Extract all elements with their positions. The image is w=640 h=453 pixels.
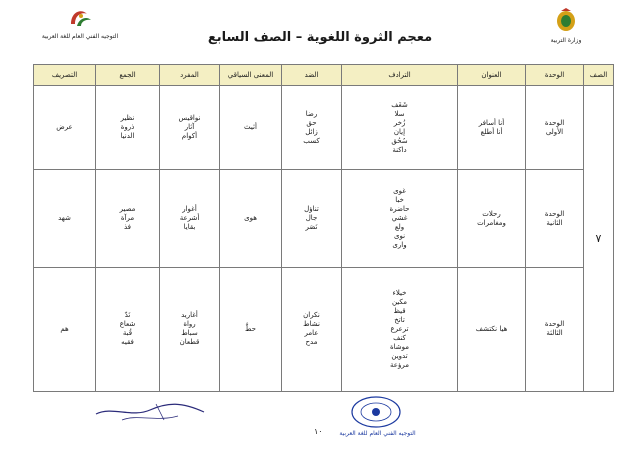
plural-word: نَدّ: [124, 311, 131, 320]
column-header-conjugation: التصريف: [34, 65, 96, 86]
column-header-antonyms: الضد: [282, 65, 342, 86]
synonym-word: زُخر: [393, 118, 406, 127]
antonym-word: تناؤل: [304, 205, 319, 214]
plural-word: مرآة: [120, 214, 135, 223]
singular-word: أغاريد: [181, 311, 198, 320]
synonym-word: خيلاء: [392, 288, 407, 297]
synonym-word: سلا: [394, 109, 405, 118]
plural-cell: [96, 267, 160, 391]
synonym-word: تاتخ: [394, 315, 405, 324]
plural-word: فذ: [123, 223, 132, 232]
plural-word: نظير: [120, 114, 135, 123]
title-cell: [458, 267, 526, 391]
column-header-grade: الصف: [584, 65, 614, 86]
synonyms-cell: [342, 86, 458, 170]
singular-word: رواة: [183, 320, 196, 329]
column-header-unit: الوحدة: [526, 65, 584, 86]
context-word: حطَّ: [245, 324, 256, 333]
title-text: رحلات: [482, 209, 501, 218]
vocabulary-table: [33, 64, 614, 392]
synonym-word: كنف: [393, 333, 406, 342]
signature-image: [92, 392, 212, 432]
title-cell: [458, 170, 526, 268]
unit-text: الأولى: [545, 127, 564, 136]
singular-word: قطعان: [179, 338, 200, 347]
conjugation-word: هم: [60, 324, 69, 333]
conjugation-cell: [34, 86, 96, 170]
synonyms-cell: [342, 267, 458, 391]
synonym-word: موشاة: [389, 342, 410, 351]
singular-word: آثار: [184, 123, 195, 132]
synonym-word: ترعرع: [390, 324, 409, 333]
antonym-word: حق: [306, 118, 317, 127]
antonym-word: جال: [305, 214, 318, 223]
synonym-word: قيظ: [393, 306, 406, 315]
synonym-word: مرؤعة: [390, 360, 409, 369]
synonym-word: غوى: [393, 187, 406, 196]
antonyms-cell: [282, 267, 342, 391]
unit-cell: [526, 86, 584, 170]
antonym-word: كسب: [303, 136, 320, 145]
synonym-word: تدوين: [391, 351, 408, 360]
title-cell: [458, 86, 526, 170]
antonym-word: نكران: [303, 311, 320, 320]
singular-cell: [160, 86, 220, 170]
singular-word: سباط: [181, 329, 198, 338]
column-header-context-meaning: المعنى السياقي: [220, 65, 282, 86]
title-text: ومغامرات: [477, 218, 506, 227]
unit-text: الوحدة: [544, 320, 565, 329]
grade-cell: [584, 86, 614, 392]
context-word: هوى: [244, 214, 257, 223]
stamp-caption: التوجيه الفني العام للغة العربية: [339, 430, 416, 437]
antonym-word: زائل: [305, 127, 318, 136]
conjugation-cell: [34, 267, 96, 391]
conjugation-word: شهد: [58, 214, 71, 223]
page-title: معجم الثروة اللغوية – الصف السابع: [207, 30, 433, 45]
column-header-title: العنوان: [458, 65, 526, 86]
synonym-word: إيان: [393, 127, 406, 136]
plural-cell: [96, 170, 160, 268]
context-meaning-cell: [220, 86, 282, 170]
antonym-word: عامر: [304, 329, 319, 338]
column-header-synonyms: الترادف: [342, 65, 458, 86]
unit-text: الثانية: [546, 218, 563, 227]
antonym-word: نَصَر: [305, 223, 318, 232]
synonym-word: وارى: [392, 241, 407, 250]
page-number: ١٠: [314, 427, 323, 436]
antonyms-cell: [282, 170, 342, 268]
plural-word: شعاع: [119, 320, 136, 329]
unit-cell: [526, 170, 584, 268]
synonym-word: نوى: [393, 232, 406, 241]
plural-word: الدنيا: [120, 132, 135, 141]
plural-cell: [96, 86, 160, 170]
table-header-row: [34, 65, 614, 86]
synonym-word: خبا: [395, 196, 404, 205]
antonyms-cell: [282, 86, 342, 170]
synonym-word: شَغَف: [391, 100, 408, 109]
singular-word: أغوار: [182, 205, 197, 214]
context-meaning-cell: [220, 170, 282, 268]
center-label: التوجيه الفني العام للغة العربية: [41, 33, 119, 40]
conjugation-word: عرض: [56, 123, 73, 132]
singular-word: بقايا: [183, 223, 196, 232]
plural-word: ذروة: [120, 123, 135, 132]
antonym-word: نشاط: [303, 320, 320, 329]
unit-text: الوحدة: [544, 118, 565, 127]
singular-word: أكوام: [181, 132, 198, 141]
synonym-word: حاضرة: [389, 205, 410, 214]
context-meaning-cell: [220, 267, 282, 391]
guidance-emblem-icon: [65, 6, 95, 28]
title-text: أنا أطلع: [480, 127, 503, 136]
grade-mark: ٧: [595, 232, 602, 245]
official-stamp-icon: [340, 394, 412, 430]
title-text: هيا نكتشف: [475, 324, 508, 333]
column-header-singular: المفرد: [160, 65, 220, 86]
antonym-word: رضا: [305, 109, 318, 118]
ministry-emblem-icon: [551, 8, 581, 32]
conjugation-cell: [34, 170, 96, 268]
table-row-unit-2: [34, 170, 614, 268]
table-row-unit-3: [34, 267, 614, 391]
singular-word: نواقيس: [178, 114, 201, 123]
antonym-word: مدح: [305, 338, 318, 347]
synonym-word: ولع: [394, 223, 405, 232]
synonym-word: داكنة: [392, 145, 407, 154]
ministry-label: وزارة التربية: [550, 37, 582, 44]
plural-word: قُبة: [122, 329, 133, 338]
context-word: أثيث: [244, 123, 257, 132]
unit-text: الوحدة: [544, 209, 565, 218]
synonym-word: غشي: [391, 214, 408, 223]
unit-text: الثالثة: [546, 329, 563, 338]
plural-word: فقيه: [121, 338, 134, 347]
column-header-plural: الجمع: [96, 65, 160, 86]
singular-cell: [160, 170, 220, 268]
synonyms-cell: [342, 170, 458, 268]
title-text: أنا أسافر: [478, 118, 505, 127]
singular-cell: [160, 267, 220, 391]
table-row-unit-1: [34, 86, 614, 170]
plural-word: مصير: [119, 205, 136, 214]
synonym-word: مكين: [391, 297, 408, 306]
unit-cell: [526, 267, 584, 391]
synonym-word: سُحُق: [391, 136, 408, 145]
singular-word: أشرعة: [179, 214, 200, 223]
